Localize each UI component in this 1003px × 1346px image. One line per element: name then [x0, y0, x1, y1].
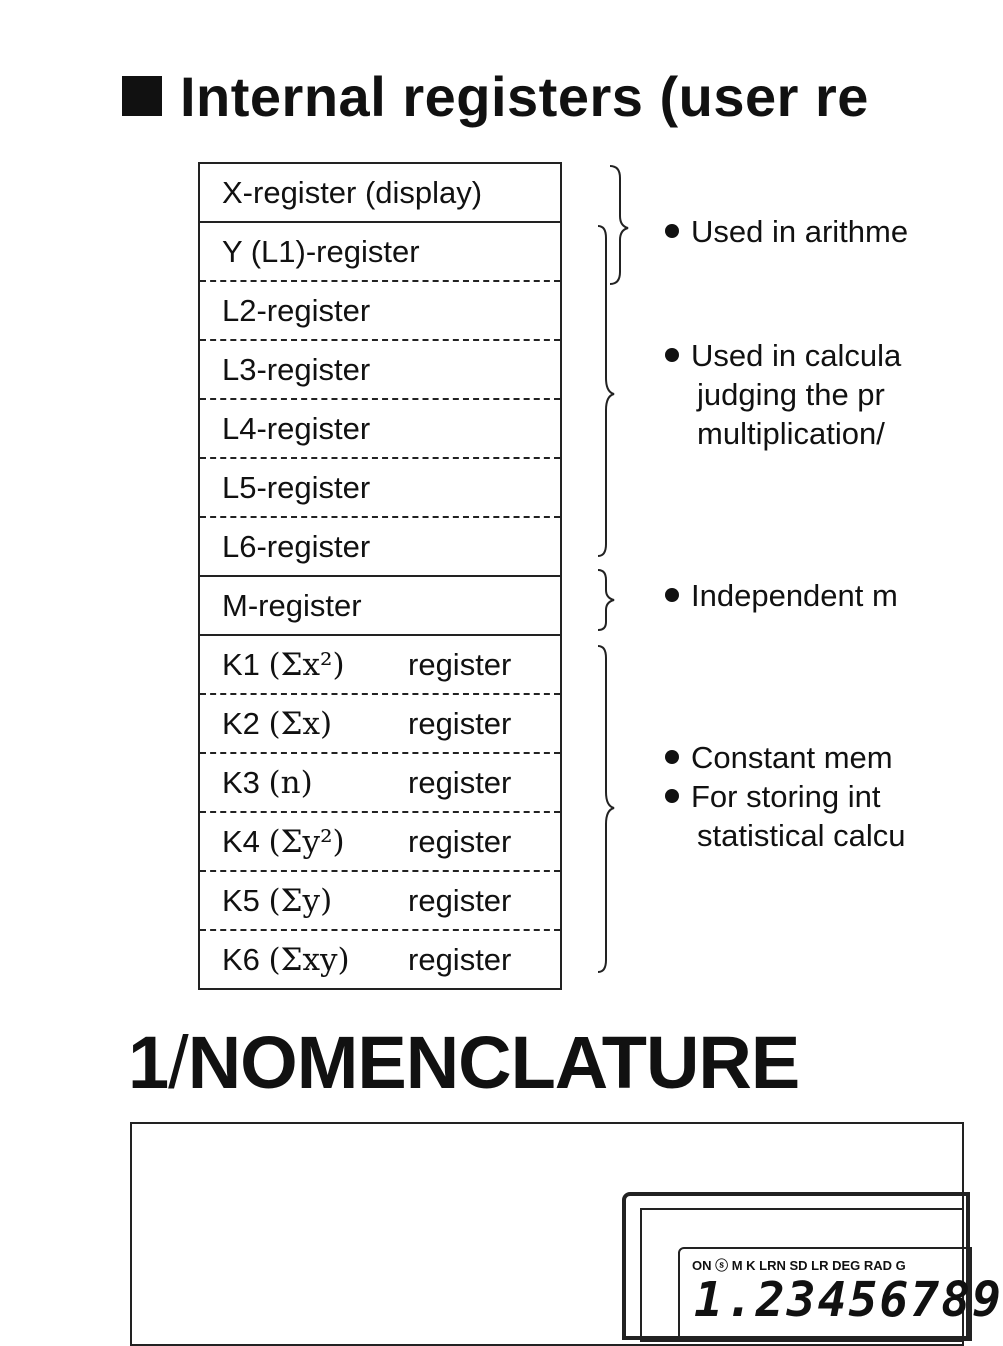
section-title — [128, 1020, 799, 1105]
table-row — [199, 517, 561, 576]
register-k4-suffix: register — [408, 823, 512, 859]
register-k3-name: K3 — [222, 764, 260, 800]
register-k4-symbol: (Σy²) — [268, 823, 345, 860]
table-row — [199, 871, 561, 930]
register-y: Y (L1)-register — [199, 222, 561, 281]
bullet-icon — [665, 750, 679, 764]
register-k2-suffix: register — [408, 705, 512, 741]
register-k2-symbol: (Σx) — [268, 705, 333, 742]
lcd-indicator-row: ON ⓢ M K LRN SD LR DEG RAD G — [692, 1258, 906, 1273]
note-statistical-line1: For storing int — [691, 779, 881, 814]
table-row — [199, 163, 561, 222]
note-constant-memory — [665, 738, 893, 777]
square-bullet-icon — [122, 76, 162, 116]
brace-group-icon — [596, 160, 636, 990]
register-k6-symbol: (Σxy) — [268, 941, 350, 978]
register-l5: L5-register — [199, 458, 561, 517]
section-title-text: NOMENCLATURE — [187, 1021, 800, 1104]
brace-calc-icon — [598, 226, 614, 556]
brace-stat-icon — [598, 646, 614, 972]
table-row — [199, 340, 561, 399]
table-row — [199, 281, 561, 340]
table-row — [199, 753, 561, 812]
note-independent-memory-text: Independent m — [691, 578, 898, 613]
table-row — [199, 635, 561, 694]
register-k1-symbol: (Σx²) — [268, 646, 345, 683]
lcd-digits: 1.23456789 — [694, 1272, 1003, 1328]
note-arithmetic-text: Used in arithme — [691, 214, 909, 249]
section-number: 1 — [128, 1021, 169, 1104]
register-k2-name: K2 — [222, 705, 260, 741]
register-m: M-register — [199, 576, 561, 635]
register-k1-name: K1 — [222, 646, 260, 682]
register-k5 — [199, 871, 561, 930]
table-row — [199, 930, 561, 989]
note-statistical-line2: statistical calcu — [697, 818, 906, 853]
table-row — [199, 576, 561, 635]
bullet-icon — [665, 588, 679, 602]
register-k1 — [199, 635, 561, 694]
register-k6-name: K6 — [222, 941, 260, 977]
register-k6-suffix: register — [408, 941, 512, 977]
register-k4-name: K4 — [222, 823, 260, 859]
register-k6 — [199, 930, 561, 989]
register-k3-suffix: register — [408, 764, 512, 800]
note-statistical — [665, 777, 905, 855]
register-table — [198, 162, 562, 990]
bullet-icon — [665, 348, 679, 362]
register-l2: L2-register — [199, 281, 561, 340]
register-k5-suffix: register — [408, 882, 512, 918]
register-k1-suffix: register — [408, 646, 512, 682]
note-arithmetic — [665, 212, 908, 251]
page-heading — [122, 64, 869, 129]
note-constant-memory-text: Constant mem — [691, 740, 893, 775]
register-k5-symbol: (Σy) — [268, 882, 333, 919]
register-k3-symbol: (n) — [268, 764, 313, 801]
table-row — [199, 222, 561, 281]
table-row — [199, 399, 561, 458]
register-k2 — [199, 694, 561, 753]
table-row — [199, 458, 561, 517]
register-k3 — [199, 753, 561, 812]
brace-memory-icon — [598, 570, 614, 630]
table-row — [199, 812, 561, 871]
heading-text: Internal registers (user re — [180, 65, 869, 128]
brace-arith-icon — [610, 166, 628, 284]
register-l6: L6-register — [199, 517, 561, 576]
note-calculation-line2: judging the pr — [697, 377, 885, 412]
register-k5-name: K5 — [222, 882, 260, 918]
table-row — [199, 694, 561, 753]
note-independent-memory — [665, 576, 898, 615]
register-x: X-register (display) — [222, 174, 483, 210]
bullet-icon — [665, 224, 679, 238]
note-calculation — [665, 336, 901, 453]
register-k4 — [199, 812, 561, 871]
note-calculation-line1: Used in calcula — [691, 338, 902, 373]
bullet-icon — [665, 789, 679, 803]
register-l4: L4-register — [199, 399, 561, 458]
note-calculation-line3: multiplication/ — [697, 416, 885, 451]
register-l3: L3-register — [199, 340, 561, 399]
section-slash: / — [168, 1021, 188, 1104]
